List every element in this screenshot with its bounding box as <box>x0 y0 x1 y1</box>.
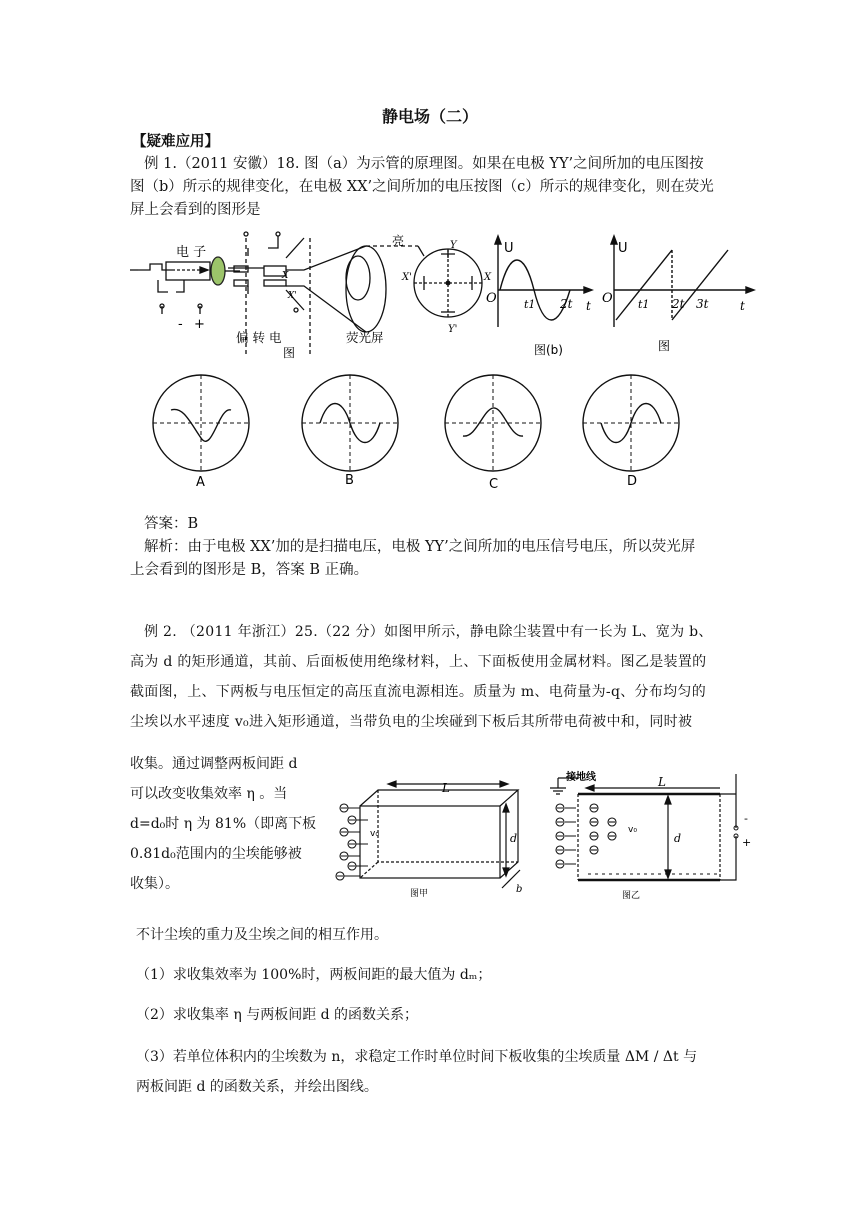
ex1-line3: 屏上会看到的图形是 <box>130 202 261 218</box>
yi-minus: - <box>744 812 748 825</box>
yi-v0: v₀ <box>628 825 637 835</box>
label-bright: 亮 <box>392 234 405 248</box>
jia-d: d <box>510 832 518 845</box>
c-axis-t: t <box>740 299 745 313</box>
example-1-answer <box>130 513 755 582</box>
option-a: A <box>196 475 205 490</box>
label-electron: 电 子 <box>176 245 207 260</box>
ex2-wrap2: 可以改变收集效率 η 。当 <box>130 786 288 802</box>
c-3t: 3t <box>696 297 709 311</box>
label-minus: - <box>178 317 183 332</box>
ex2-line2: 高为 d 的矩形通道，其前、后面板使用绝缘材料，上、下面板使用金属材料。图乙是装置的 <box>130 654 707 670</box>
figure-jia-channel <box>330 778 530 902</box>
option-b: B <box>345 473 354 488</box>
question-3-line2: 两板间距 d 的函数关系，并绘出图线。 <box>136 1079 378 1095</box>
ex2-line1: 例 2. （2011 年浙江）25.（22 分）如图甲所示，静电除尘装置中有一长为 L、宽为 b、 <box>144 624 713 640</box>
label-y: Y <box>450 240 457 251</box>
answer-options <box>150 372 690 494</box>
b-2t: 2t <box>560 297 573 311</box>
label-x: X <box>484 272 492 283</box>
ex2-line3: 截面图，上、下两板与电压恒定的高压直流电源相连。质量为 m、电荷量为-q、分布均匀的 <box>130 684 707 700</box>
question-3-line1: （3）若单位体积内的尘埃数为 n，求稳定工作时单位时间下板收集的尘埃质量 ΔM / Δt 与 <box>136 1049 698 1065</box>
figure-yi-section <box>548 770 760 904</box>
yi-ground: 接地线 <box>566 772 596 783</box>
ex2-note: 不计尘埃的重力及尘埃之间的相互作用。 <box>136 927 388 943</box>
caption-fig-a: 图 <box>283 346 296 360</box>
page-title: 静电场（二） <box>381 107 478 126</box>
yi-plus: + <box>742 836 752 849</box>
example-1-text <box>130 153 755 222</box>
c-t1: t1 <box>638 298 650 311</box>
caption-fig-yi: 图乙 <box>622 891 641 901</box>
label-x-plate: X <box>282 271 289 281</box>
c-axis-u: U <box>618 241 628 256</box>
ex2-wrap4: 0.81d₀范围内的尘埃能够被 <box>130 846 302 862</box>
yi-d: d <box>674 832 682 845</box>
option-c: C <box>489 477 499 492</box>
b-origin: O <box>486 291 497 306</box>
ex2-wrap1: 收集。通过调整两板间距 d <box>130 756 298 772</box>
b-axis-t: t <box>586 299 591 313</box>
label-screen: 荧光屏 <box>346 330 384 345</box>
question-3 <box>136 1042 766 1102</box>
b-axis-u: U <box>504 241 514 256</box>
label-yp: Y' <box>448 324 458 335</box>
analysis-line1: 解析：由于电极 XX’加的是扫描电压，电极 YY’之间所加的电压信号电压，所以荧光屏 <box>144 539 696 555</box>
figure-b-sine <box>486 232 596 356</box>
jia-v0: v₀ <box>370 829 379 839</box>
section-heading: 【疑难应用】 <box>132 133 219 150</box>
label-xp: X' <box>402 272 412 283</box>
b-t1: t1 <box>524 298 536 311</box>
caption-fig-b: 图(b) <box>534 343 563 356</box>
example-2-text <box>130 617 760 737</box>
label-deflect: 偏 转 电 <box>236 330 282 345</box>
label-xp-plate: X' <box>288 291 297 301</box>
analysis-line2: 上会看到的图形是 B，答案 B 正确。 <box>130 562 369 578</box>
label-plus: + <box>194 317 205 332</box>
caption-fig-c: 图 <box>658 339 671 353</box>
ex2-wrap5: 收集）。 <box>130 876 179 892</box>
jia-b: b <box>516 884 523 895</box>
question-2: （2）求收集率 η 与两板间距 d 的函数关系； <box>136 1007 419 1023</box>
jia-L: L <box>442 781 450 795</box>
example-2-wrap-text <box>130 749 325 899</box>
c-2t: 2t <box>672 297 685 311</box>
caption-fig-jia: 图甲 <box>410 889 429 899</box>
question-1: （1）求收集效率为 100%时，两板间距的最大值为 dₘ； <box>136 967 492 983</box>
figure-a-oscilloscope <box>128 228 500 360</box>
figure-c-sawtooth <box>600 232 760 356</box>
yi-L: L <box>658 775 666 789</box>
ex1-line2: 图（b）所示的规律变化，在电极 XX’之间所加的电压按图（c）所示的规律变化，则在荧光 <box>130 179 714 195</box>
ex2-line4: 尘埃以水平速度 v₀进入矩形通道，当带负电的尘埃碰到下板后其所带电荷被中和，同时被 <box>130 714 693 730</box>
c-origin: O <box>602 291 613 306</box>
ex2-wrap3: d=d₀时 η 为 81%（即离下板 <box>130 816 317 832</box>
answer-text: 答案：B <box>144 516 199 532</box>
option-d: D <box>627 474 638 489</box>
ex1-line1: 例 1.（2011 安徽）18. 图（a）为示管的原理图。如果在电极 YY’之间所加的电压图按 <box>144 156 704 172</box>
